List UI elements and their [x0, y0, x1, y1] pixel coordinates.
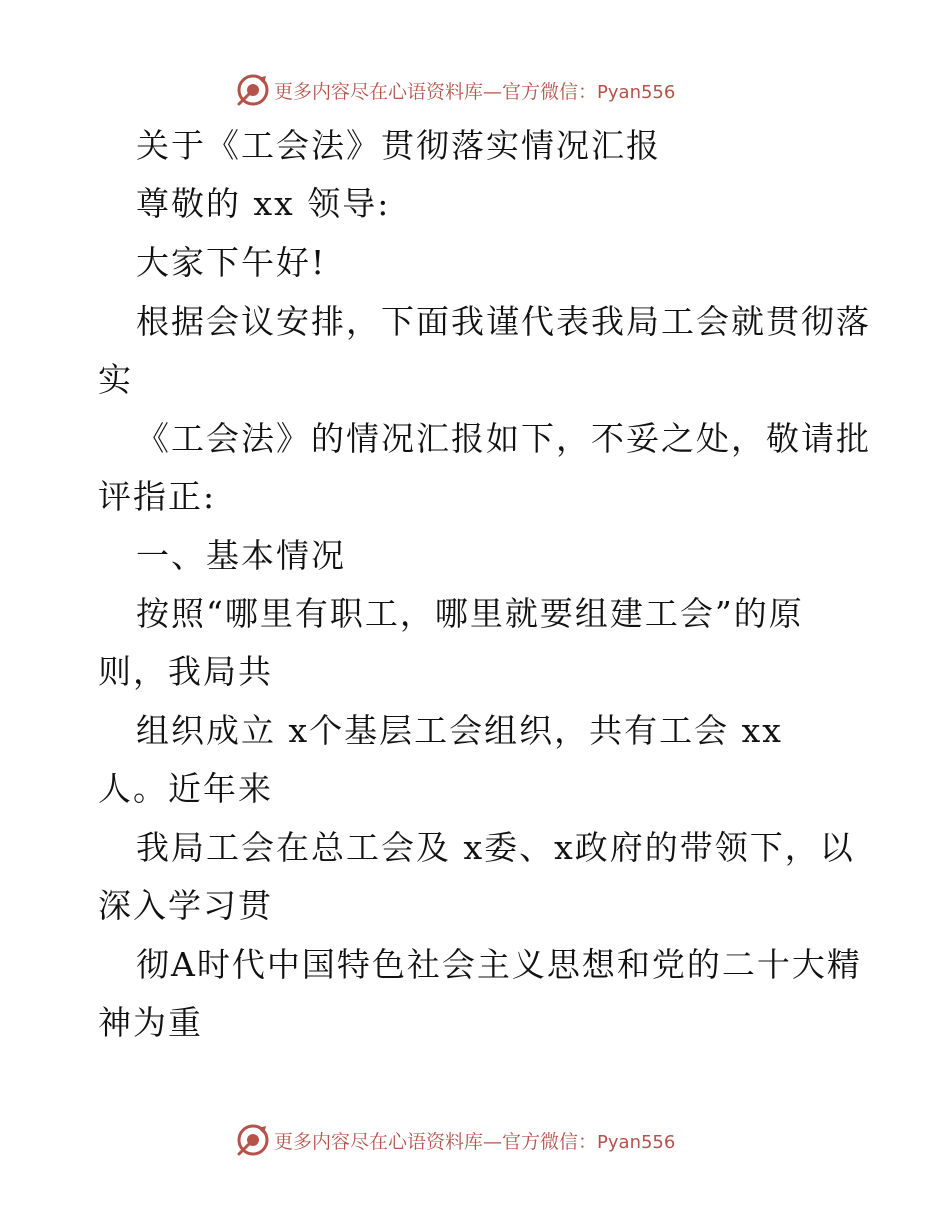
watermark-main-text: 更多内容尽在心语资料库 — [274, 1130, 484, 1153]
greeting-line: 大家下午好! — [136, 243, 327, 282]
watermark-wechat-label: 官方微信： — [502, 80, 598, 103]
body-line: 实 — [98, 360, 133, 399]
watermark-banner-top — [236, 72, 675, 108]
body-line: 按照“哪里有职工，哪里就要组建工会”的原 — [136, 594, 804, 633]
body-line: 根据会议安排，下面我谨代表我局工会就贯彻落 — [136, 302, 871, 341]
body-line: 人。近年来 — [98, 769, 273, 808]
watermark-wechat-label: 官方微信： — [502, 1130, 598, 1153]
document-title: 关于《工会法》贯彻落实情况汇报 — [136, 126, 661, 165]
watermark-text — [274, 1127, 675, 1154]
body-line: 组织成立 x个基层工会组织，共有工会 xx — [136, 711, 783, 750]
body-line: 深入学习贯 — [98, 886, 273, 925]
pen-logo-icon — [236, 73, 270, 107]
body-line: 神为重 — [98, 1003, 203, 1042]
body-line: 则，我局共 — [98, 652, 273, 691]
watermark-banner-bottom — [236, 1122, 675, 1158]
watermark-wechat-id: Pyan556 — [597, 81, 676, 103]
watermark-main-text: 更多内容尽在心语资料库 — [274, 80, 484, 103]
body-line: 彻A时代中国特色社会主义思想和党的二十大精 — [136, 945, 862, 984]
section-heading: 一、基本情况 — [136, 536, 346, 575]
salutation-line: 尊敬的 xx 领导: — [136, 184, 391, 223]
body-line: 我局工会在总工会及 x委、x政府的带领下，以 — [136, 828, 855, 867]
pen-logo-icon — [236, 1123, 270, 1157]
watermark-text — [274, 77, 675, 104]
watermark-dash: — — [483, 80, 503, 103]
watermark-wechat-id: Pyan556 — [597, 1131, 676, 1153]
body-line: 评指正: — [98, 477, 217, 516]
body-line: 《工会法》的情况汇报如下，不妥之处，敬请批 — [136, 419, 871, 458]
watermark-dash: — — [483, 1130, 503, 1153]
